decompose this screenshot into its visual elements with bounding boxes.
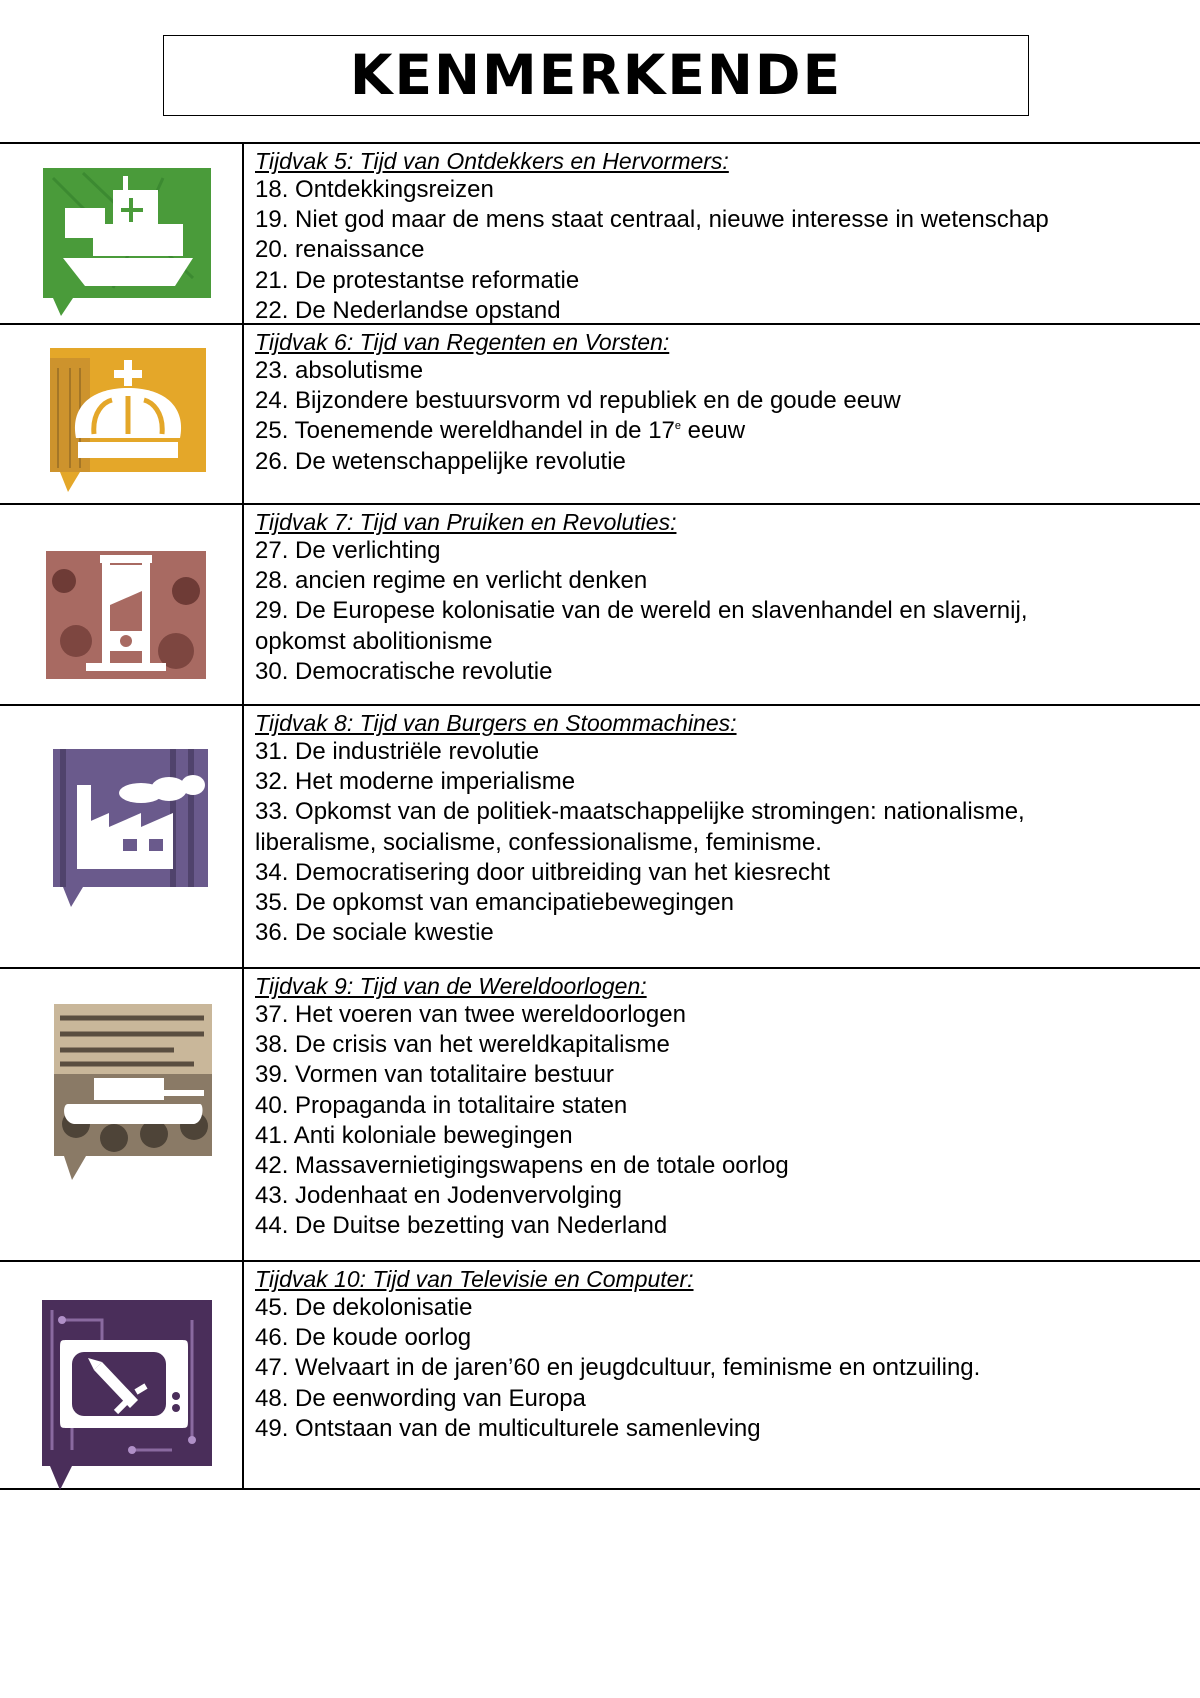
list-item: 22. De Nederlandse opstand: [255, 296, 561, 324]
list-item: 26. De wetenschappelijke revolutie: [255, 447, 626, 475]
list-item: 40. Propaganda in totalitaire staten: [255, 1091, 628, 1119]
list-item: 42. Massavernietigingswapens en de totale oorlog: [255, 1152, 789, 1180]
tijdvak-text: [255, 706, 1180, 948]
kenmerkende-list: [255, 1293, 1180, 1444]
tijdvak-heading: Tijdvak 8: Tijd van Burgers en Stoommachines:: [255, 710, 737, 736]
superscript: e: [674, 420, 682, 433]
list-item: 21. De protestantse reformatie: [255, 266, 580, 294]
list-item: 45. De dekolonisatie: [255, 1294, 473, 1321]
list-item: 18. Ontdekkingsreizen: [255, 176, 494, 203]
list-item: 43. Jodenhaat en Jodenvervolging: [255, 1182, 622, 1210]
crown-icon: [50, 348, 206, 496]
icon-cell: [0, 144, 244, 323]
tijdvak-row-8: [0, 704, 1200, 967]
kenmerkende-list: [255, 737, 1180, 948]
list-item: 27. De verlichting: [255, 537, 441, 564]
tijdvak-text: [255, 1262, 1180, 1444]
kenmerkende-list: [255, 356, 1180, 477]
list-item: 30. Democratische revolutie: [255, 657, 553, 685]
list-item: 31. De industriële revolutie: [255, 738, 540, 765]
list-item: 33. Opkomst van de politiek-maatschappelijke stromingen: nationalisme,: [255, 798, 1025, 826]
guillotine-icon: [46, 551, 206, 681]
tijdvak-heading: Tijdvak 9: Tijd van de Wereldoorlogen:: [255, 973, 647, 999]
list-item: opkomst abolitionisme: [255, 627, 493, 655]
tijdvak-text: [255, 505, 1180, 687]
list-item: 28. ancien regime en verlicht denken: [255, 567, 648, 595]
list-item: 24. Bijzondere bestuursvorm vd republiek en de goude eeuw: [255, 387, 901, 415]
tijdvak-text: [255, 325, 1180, 477]
list-item: 46. De koude oorlog: [255, 1324, 472, 1352]
list-item: 44. De Duitse bezetting van Nederland: [255, 1212, 668, 1240]
tijdvak-text: [255, 144, 1180, 326]
tijdvak-heading: Tijdvak 10: Tijd van Televisie en Computer:: [255, 1266, 694, 1292]
list-item: 48. De eenwording van Europa: [255, 1384, 586, 1412]
icon-cell: [0, 505, 244, 704]
list-item: 23. absolutisme: [255, 357, 424, 384]
list-item: 39. Vormen van totalitaire bestuur: [255, 1061, 614, 1089]
ship-icon: [43, 168, 211, 316]
tijdvak-row-7: [0, 503, 1200, 704]
list-item: [255, 416, 1180, 446]
kenmerkende-list: [255, 1000, 1180, 1242]
list-item: 36. De sociale kwestie: [255, 919, 494, 947]
list-item: 38. De crisis van het wereldkapitalisme: [255, 1031, 670, 1059]
tijdvak-heading: Tijdvak 6: Tijd van Regenten en Vorsten:: [255, 329, 670, 355]
factory-icon: [53, 749, 208, 911]
kenmerkende-list: [255, 536, 1180, 687]
page-title: KENMERKENDE: [349, 43, 843, 107]
icon-cell: [0, 325, 244, 503]
television-rocket-icon: [42, 1300, 212, 1492]
tijdvak-heading: Tijdvak 7: Tijd van Pruiken en Revoluties:: [255, 509, 677, 535]
title-box: [163, 35, 1029, 116]
tank-icon: [54, 1004, 212, 1184]
tijdvak-heading: Tijdvak 5: Tijd van Ontdekkers en Hervormers:: [255, 148, 729, 174]
list-item: 49. Ontstaan van de multiculturele samenleving: [255, 1414, 761, 1442]
list-item: 34. Democratisering door uitbreiding van het kiesrecht: [255, 858, 830, 886]
tijdvak-row-10: [0, 1260, 1200, 1490]
kenmerkende-list: [255, 175, 1180, 326]
list-item: 29. De Europese kolonisatie van de wereld en slavenhandel en slavernij,: [255, 597, 1028, 625]
list-item: 20. renaissance: [255, 236, 425, 264]
icon-cell: [0, 706, 244, 967]
tijdvak-row-6: [0, 323, 1200, 503]
list-item: 41. Anti koloniale bewegingen: [255, 1121, 573, 1149]
list-item: 37. Het voeren van twee wereldoorlogen: [255, 1001, 686, 1028]
list-item: 47. Welvaart in de jaren’60 en jeugdcultuur, feminisme en ontzuiling.: [255, 1354, 981, 1382]
list-item: 35. De opkomst van emancipatiebewegingen: [255, 889, 734, 917]
tijdvak-row-5: [0, 142, 1200, 323]
icon-cell: [0, 969, 244, 1260]
list-item: 32. Het moderne imperialisme: [255, 768, 576, 796]
list-item-text-suffix: eeuw: [681, 417, 746, 445]
list-item-text: 25. Toenemende wereldhandel in de 17: [255, 417, 675, 445]
tijdvak-text: [255, 969, 1180, 1242]
list-item: 19. Niet god maar de mens staat centraal, nieuwe interesse in wetenschap: [255, 206, 1049, 234]
list-item: liberalisme, socialisme, confessionalisme, feminisme.: [255, 828, 822, 856]
tijdvak-row-9: [0, 967, 1200, 1260]
icon-cell: [0, 1262, 244, 1488]
